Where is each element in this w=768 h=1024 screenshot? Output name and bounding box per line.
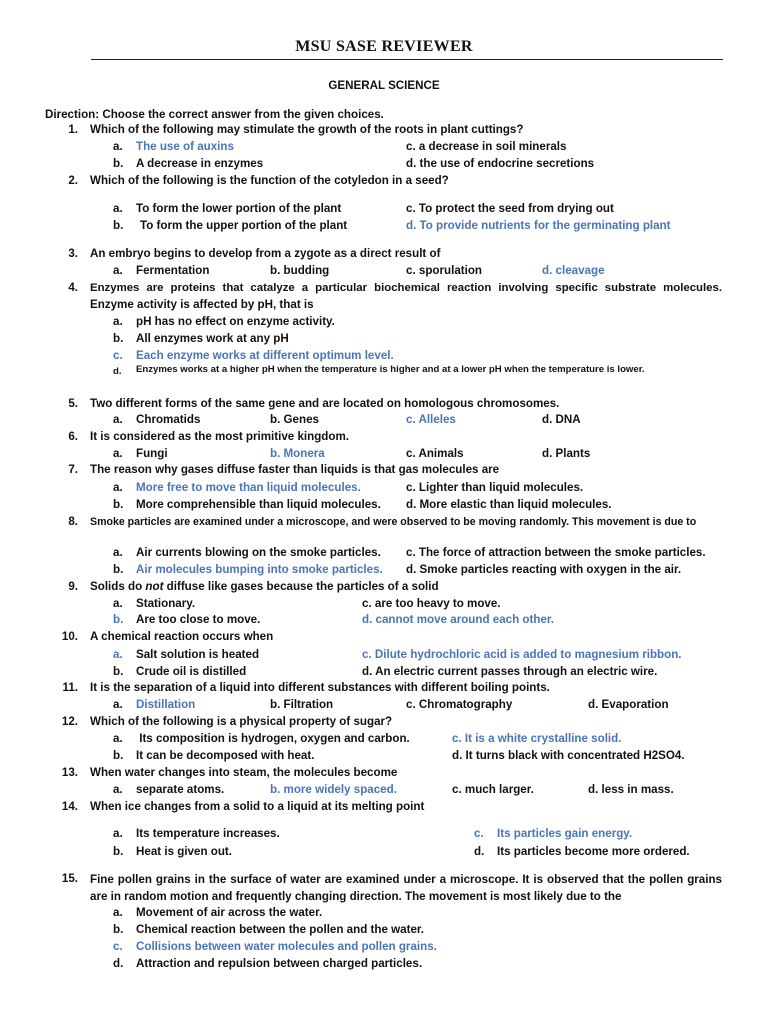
q4-c-letter: c. — [113, 349, 123, 362]
q15-choice-c: Collisions between water molecules and pollen grains. — [136, 940, 437, 953]
q8-choice-c: c. The force of attraction between the smoke particles. — [406, 546, 706, 559]
q9-choice-d: d. cannot move around each other. — [362, 613, 554, 626]
q2-choice-c: c. To protect the seed from drying out — [406, 202, 614, 215]
q9-a-letter: a. — [113, 597, 123, 610]
q10-choice-d: d. An electric current passes through an electric wire. — [362, 665, 658, 678]
q4-choice-c: Each enzyme works at different optimum level. — [136, 349, 394, 362]
q14-choice-d: Its particles become more ordered. — [497, 845, 690, 858]
q2-b-letter: b. — [113, 219, 124, 232]
q10-text: A chemical reaction occurs when — [90, 630, 274, 643]
q7-b-letter: b. — [113, 498, 124, 511]
q1-choice-c: c. a decrease in soil minerals — [406, 140, 567, 153]
q5-a-letter: a. — [113, 413, 123, 426]
q11-a-letter: a. — [113, 698, 123, 711]
q10-choice-c: c. Dilute hydrochloric acid is added to magnesium ribbon. — [362, 648, 682, 661]
q15-choice-d: Attraction and repulsion between charged particles. — [136, 957, 423, 970]
q12-choice-a: Its composition is hydrogen, oxygen and carbon. — [136, 732, 410, 745]
q7-choice-a: More free to move than liquid molecules. — [136, 481, 361, 494]
q3-choice-a: Fermentation — [136, 264, 210, 277]
q14-choice-b: Heat is given out. — [136, 845, 232, 858]
q12-b-letter: b. — [113, 749, 124, 762]
q3-choice-b: b. budding — [270, 264, 330, 277]
q11-choice-c: c. Chromatography — [406, 698, 513, 711]
q13-choice-a: separate atoms. — [136, 783, 225, 796]
q14-c-letter: c. — [474, 827, 484, 840]
q7-number: 7. — [68, 463, 78, 476]
q15-c-letter: c. — [113, 940, 123, 953]
q4-b-letter: b. — [113, 332, 124, 345]
q7-choice-d: d. More elastic than liquid molecules. — [406, 498, 612, 511]
q15-d-letter: d. — [113, 957, 124, 970]
q8-a-letter: a. — [113, 546, 123, 559]
q2-choice-b: To form the upper portion of the plant — [140, 219, 348, 232]
q2-choice-d: d. To provide nutrients for the germinating plant — [406, 219, 671, 232]
q2-text: Which of the following is the function of the cotyledon in a seed? — [90, 174, 449, 187]
q12-a-letter: a. — [113, 732, 123, 745]
q4-choice-b: All enzymes work at any pH — [136, 332, 289, 345]
q2-a-letter: a. — [113, 202, 123, 215]
q7-choice-b: More comprehensible than liquid molecules. — [136, 498, 381, 511]
q14-d-letter: d. — [474, 845, 485, 858]
q13-choice-c: c. much larger. — [452, 783, 534, 796]
q6-number: 6. — [68, 430, 78, 443]
q11-choice-b: b. Filtration — [270, 698, 334, 711]
q9-text — [90, 580, 439, 594]
q4-text-line2: Enzyme activity is affected by pH, that is — [90, 298, 314, 311]
section-heading: GENERAL SCIENCE — [328, 79, 440, 92]
q10-choice-b: Crude oil is distilled — [136, 665, 247, 678]
q9-choice-a: Stationary. — [136, 597, 196, 610]
q10-a-letter: a. — [113, 648, 123, 661]
q14-number: 14. — [61, 800, 78, 813]
q3-number: 3. — [68, 247, 78, 260]
q11-text: It is the separation of a liquid into different substances with different boiling points. — [90, 681, 550, 694]
q3-text: An embryo begins to develop from a zygote as a direct result of — [90, 247, 441, 260]
q1-number: 1. — [68, 123, 78, 136]
q6-choice-b: b. Monera — [270, 447, 325, 460]
q9-number: 9. — [68, 580, 78, 593]
q12-choice-d: d. It turns black with concentrated H2SO4. — [452, 749, 685, 762]
q5-text: Two different forms of the same gene and are located on homologous chromosomes. — [90, 397, 560, 410]
q10-choice-a: Salt solution is heated — [136, 648, 260, 661]
q11-choice-a: Distillation — [136, 698, 196, 711]
q8-choice-b: Air molecules bumping into smoke particles. — [136, 563, 383, 576]
q7-text: The reason why gases diffuse faster than liquids is that gas molecules are — [90, 463, 500, 476]
q13-text: When water changes into steam, the molecules become — [90, 766, 398, 779]
q14-a-letter: a. — [113, 827, 123, 840]
q12-text: Which of the following is a physical property of sugar? — [90, 715, 393, 728]
q15-number: 15. — [61, 872, 78, 885]
q10-number: 10. — [61, 630, 78, 643]
q13-number: 13. — [61, 766, 78, 779]
q6-choice-c: c. Animals — [406, 447, 464, 460]
q6-choice-d: d. Plants — [542, 447, 591, 460]
q8-number: 8. — [68, 515, 78, 528]
q9-text-pre: Solids do — [90, 580, 146, 593]
q11-number: 11. — [62, 681, 78, 694]
q6-text: It is considered as the most primitive kingdom. — [90, 430, 349, 443]
q15-a-letter: a. — [113, 906, 123, 919]
q12-choice-b: It can be decomposed with heat. — [136, 749, 315, 762]
q2-number: 2. — [68, 174, 78, 187]
q1-b-letter: b. — [113, 157, 124, 170]
q1-choice-a: The use of auxins — [136, 140, 234, 153]
q11-choice-d: d. Evaporation — [588, 698, 669, 711]
q4-choice-d: Enzymes works at a higher pH when the temperature is higher and at a lower pH when the temperature is lower. — [136, 364, 645, 375]
q5-choice-d: d. DNA — [542, 413, 581, 426]
q14-choice-a: Its temperature increases. — [136, 827, 280, 840]
q3-choice-c: c. sporulation — [406, 264, 483, 277]
q4-a-letter: a. — [113, 315, 123, 328]
q5-choice-a: Chromatids — [136, 413, 201, 426]
q15-b-letter: b. — [113, 923, 124, 936]
q4-choice-a: pH has no effect on enzyme activity. — [136, 315, 335, 328]
q14-text: When ice changes from a solid to a liquid at its melting point — [90, 800, 425, 813]
q7-a-letter: a. — [113, 481, 123, 494]
q3-a-letter: a. — [113, 264, 123, 277]
q5-choice-b: b. Genes — [270, 413, 319, 426]
q9-choice-b: Are too close to move. — [136, 613, 261, 626]
q15-text: Fine pollen grains in the surface of water are examined under a microscope. It is observed that the pollen grains are in random motion and frequently changing direction. The movement is most likely due to the — [90, 873, 722, 903]
q9-choice-c: c. are too heavy to move. — [362, 597, 501, 610]
q12-choice-c: c. It is a white crystalline solid. — [452, 732, 622, 745]
q8-choice-d: d. Smoke particles reacting with oxygen in the air. — [406, 563, 682, 576]
direction-text: Direction: Choose the correct answer from the given choices. — [45, 108, 384, 121]
q15-choice-b: Chemical reaction between the pollen and the water. — [136, 923, 424, 936]
q12-number: 12. — [61, 715, 78, 728]
q14-choice-c: Its particles gain energy. — [497, 827, 633, 840]
q8-text: Smoke particles are examined under a microscope, and were observed to be moving randomly. This movement is due to — [90, 516, 697, 528]
q7-choice-c: c. Lighter than liquid molecules. — [406, 481, 584, 494]
q10-b-letter: b. — [113, 665, 124, 678]
q13-choice-d: d. less in mass. — [588, 783, 674, 796]
q13-choice-b: b. more widely spaced. — [270, 783, 397, 796]
document-title: MSU SASE REVIEWER — [295, 38, 473, 55]
q9-text-emphasis: not — [145, 580, 164, 593]
q8-choice-a: Air currents blowing on the smoke particles. — [136, 546, 381, 559]
q13-a-letter: a. — [113, 783, 123, 796]
q1-text: Which of the following may stimulate the growth of the roots in plant cuttings? — [90, 123, 524, 136]
q14-b-letter: b. — [113, 845, 124, 858]
q9-b-letter: b. — [113, 613, 124, 626]
q15-choice-a: Movement of air across the water. — [136, 906, 323, 919]
q5-number: 5. — [68, 397, 78, 410]
q2-choice-a: To form the lower portion of the plant — [136, 202, 342, 215]
q9-text-post: diffuse like gases because the particles of a solid — [163, 580, 439, 593]
q3-choice-d: d. cleavage — [542, 264, 605, 277]
q4-text-line1: Enzymes are proteins that catalyze a particular biochemical reaction involving specific substrate molecules. — [90, 282, 722, 294]
title-underline — [91, 59, 723, 60]
q4-number: 4. — [68, 281, 78, 294]
q5-choice-c: c. Alleles — [406, 413, 456, 426]
q4-d-letter: d. — [113, 366, 122, 377]
q1-a-letter: a. — [113, 140, 123, 153]
q6-a-letter: a. — [113, 447, 123, 460]
q1-choice-d: d. the use of endocrine secretions — [406, 157, 595, 170]
q8-b-letter: b. — [113, 563, 124, 576]
q6-choice-a: Fungi — [136, 447, 168, 460]
q1-choice-b: A decrease in enzymes — [136, 157, 264, 170]
